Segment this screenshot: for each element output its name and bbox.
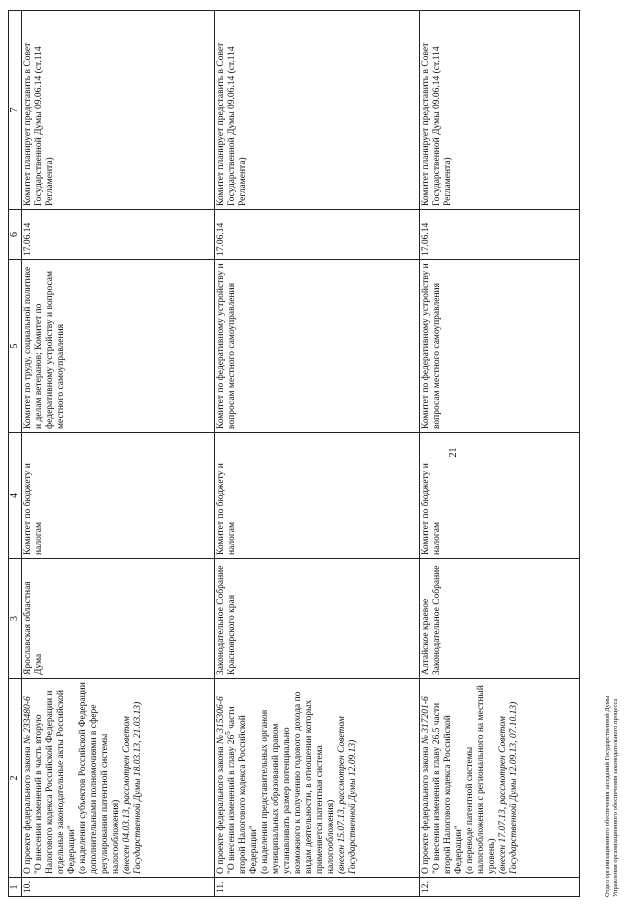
row-number: 11.	[215, 878, 420, 897]
column-header: 2	[9, 679, 22, 878]
header-row	[9, 11, 22, 897]
date: 17.06.14	[22, 210, 215, 260]
table-row	[420, 11, 580, 897]
bill-prefix: О проекте федерального закона	[23, 744, 33, 874]
column-header: 1	[9, 878, 22, 897]
bill-note: (внесен 04.03.13, рассмотрен Советом Государственной Думы 18.03.13, 21.03.13)	[122, 701, 144, 874]
lead-committee: Комитет по бюджету и налогам	[215, 433, 420, 559]
bill-title-part: "О внесении изменений в главу 26	[227, 734, 238, 874]
footer-line: Управления организационного обеспечения законодательного процесса	[612, 698, 620, 897]
bill-title	[223, 682, 260, 874]
bill-title: "О внесении изменений в часть вторую Налогового кодекса Российской Федерации и отдельные законодательные акты Российской Федерации"	[34, 690, 78, 874]
bill-description: (о наделении субъектов Российской Федерации дополнительными полномочиями в сфере регулирования патентной системы налогообложения)	[78, 682, 122, 874]
plan: Комитет планирует представить в Совет Государственной Думы 09.06.14 (ст.114 Регламента)	[22, 11, 215, 210]
plan: Комитет планирует представить в Совет Государственной Думы 09.06.14 (ст.114 Регламента)	[420, 11, 580, 210]
table-row	[215, 11, 420, 897]
column-header: 4	[9, 433, 22, 559]
bill-note: (внесен 15.07.13, рассмотрен Советом Государственной Думы 12.09.13)	[337, 716, 359, 874]
bill-prefix: О проекте федерального закона	[216, 744, 226, 874]
table-row	[22, 11, 215, 897]
footer	[604, 696, 620, 897]
page-number: 21	[448, 447, 459, 458]
row-number: 10.	[22, 878, 215, 897]
bill-cell	[215, 679, 420, 878]
co-committees: Комитет по труду, социальной политике и делам ветеранов; Комитет по федеративному устройству и вопросам местного самоуправления	[22, 260, 215, 433]
initiator: Законодательное Собрание Красноярского края	[215, 559, 420, 679]
lead-committee: Комитет по бюджету и налогам	[420, 433, 580, 559]
bill-number: № 233480-6	[23, 696, 33, 745]
bill-title-part: части второй Налогового кодекса Российской Федерации"	[227, 706, 260, 874]
column-header: 3	[9, 559, 22, 679]
column-header: 7	[9, 11, 22, 210]
bill-description: (о наделении представительных органов муниципальных образований правом устанавливать размер потенциально возможного к получению годового дохода по видам деятельности, в отношении которых применяется патентная система налогообложения)	[260, 691, 337, 874]
initiator: Алтайское краевое Законодательное Собрание	[420, 559, 580, 679]
co-committees: Комитет по федеративному устройству и вопросам местного самоуправления	[420, 260, 580, 433]
lead-committee: Комитет по бюджету и налогам	[22, 433, 215, 559]
date: 17.06.14	[215, 210, 420, 260]
bill-cell	[420, 679, 580, 878]
bill-number: № 315306-6	[216, 696, 226, 745]
bill-number: № 317201-6	[421, 696, 431, 745]
initiator: Ярославская областная Дума	[22, 559, 215, 679]
plan: Комитет планирует представить в Совет Государственной Думы 09.06.14 (ст.114 Регламента)	[215, 11, 420, 210]
date: 17.06.14	[420, 210, 580, 260]
row-number: 12.	[420, 878, 580, 897]
bill-title: "О внесении изменений в главу 26.5 части второй Налогового кодекса Российской Федерации"	[432, 702, 465, 874]
bill-title-superscript: 5	[223, 731, 232, 735]
bill-cell	[22, 679, 215, 878]
column-header: 6	[9, 210, 22, 260]
legislation-table	[8, 10, 580, 897]
bill-prefix: О проекте федерального закона	[421, 744, 431, 874]
bill-description: (о переводе патентной системы налогообложения с регионального на местный уровень)	[465, 685, 498, 874]
co-committees: Комитет по федеративному устройству и вопросам местного самоуправления	[215, 260, 420, 433]
footer-line: Отдел организационного обеспечения заседаний Государственной Думы	[604, 695, 611, 897]
column-header: 5	[9, 260, 22, 433]
bill-note: (внесен 17.07.13, рассмотрен Советом Государственной Думы 12.09.13, 07.10.13)	[498, 701, 520, 874]
